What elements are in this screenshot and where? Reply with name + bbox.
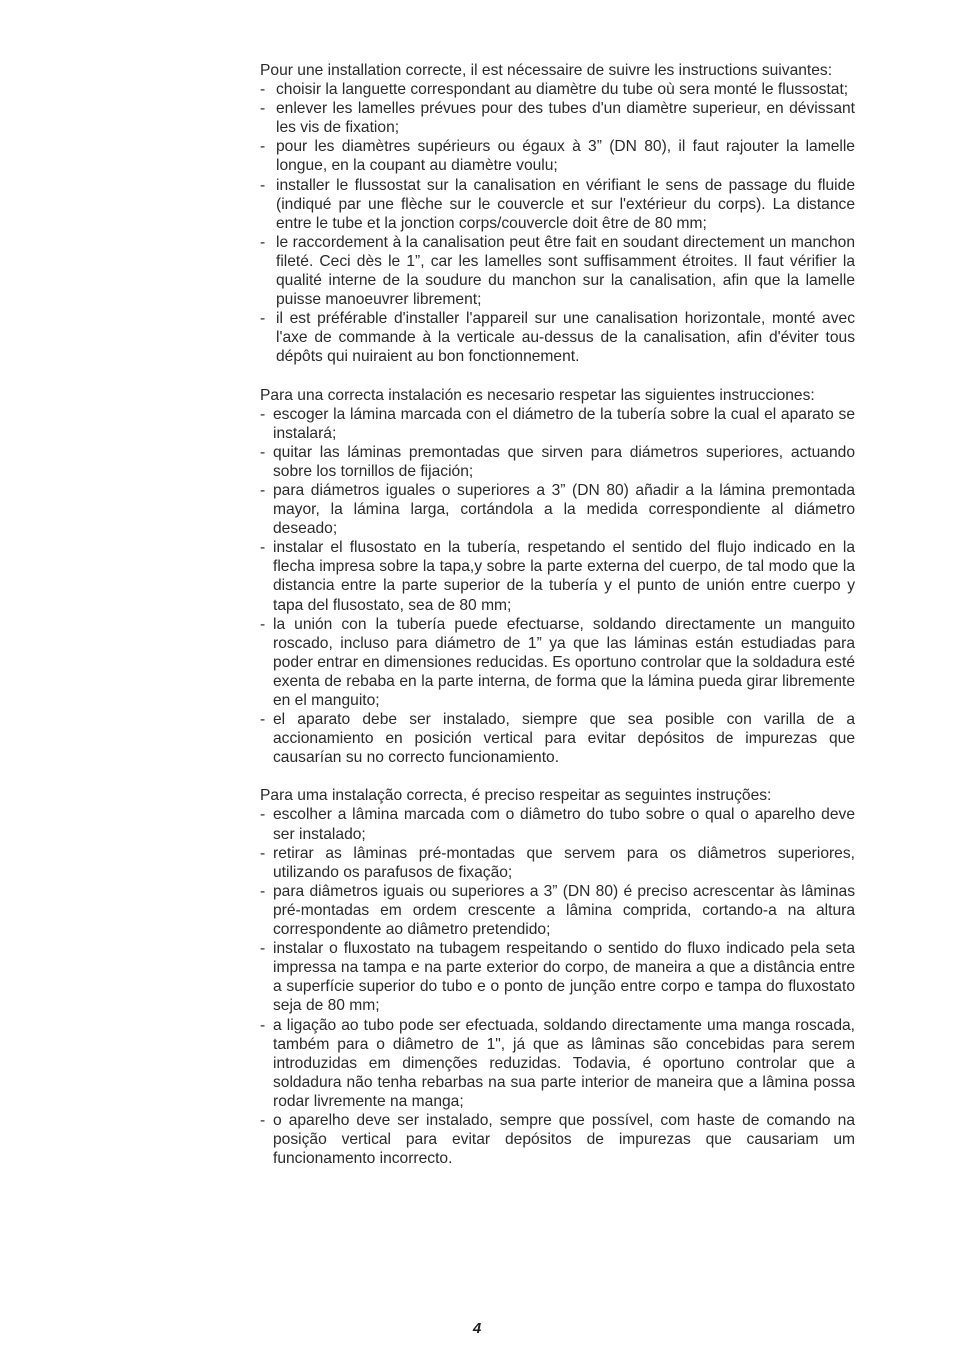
list-item: [260, 844, 855, 882]
section-portuguese: [260, 786, 855, 1168]
bullet-dash: -: [260, 233, 266, 251]
bullet-dash: -: [260, 443, 266, 461]
bullet-dash: -: [260, 711, 266, 729]
section-intro: Para una correcta instalación es necesario respetar las siguientes instrucciones:: [260, 386, 815, 404]
list-item-text: para diámetros iguales o superiores a 3” (DN 80) añadir a la lámina premontada mayor, la lámina larga, cortándola a la medida correspondiente al diámetro deseado;: [273, 481, 855, 538]
list-item-text: a ligação ao tubo pode ser efectuada, soldando directamente uma manga roscada, também para o diâmetro de 1", já que as lâminas são concebidas para serem introduzidas em dimenções reduzidas. Todavia, é oportuno controlar que a soldadura não tenha rebarbas na sua parte interior de maneira que a lâmina possa rodar livremente na manga;: [273, 1016, 855, 1110]
list-item-text: pour les diamètres supérieurs ou égaux à 3” (DN 80), il faut rajouter la lamelle longue, en la coupant au diamètre voulu;: [276, 138, 855, 175]
list-item: [260, 1111, 855, 1168]
list-item: [260, 805, 855, 843]
list-item: [260, 137, 855, 175]
list-item-text: instalar o fluxostato na tubagem respeitando o sentido do fluxo indicado pela seta impressa na tampa e na parte exterior do corpo, de maneira a que a distância entre a superfície superior do tubo e o ponto de junção entre corpo e tampa do fluxostato seja de 80 mm;: [273, 940, 855, 1015]
bullet-dash: -: [260, 1111, 266, 1129]
list-item: [260, 882, 855, 939]
list-item: [260, 309, 855, 366]
list-item: [260, 939, 855, 1015]
list-item-text: installer le flussostat sur la canalisation en vérifiant le sens de passage du fluide (indiqué par une flèche sur le couvercle et sur l'extérieur du corps). La distance entre le tube et la jonction corps/couvercle doit être de 80 mm;: [276, 176, 855, 232]
section-intro: Para uma instalação correcta, é preciso respeitar as seguintes instruções:: [260, 787, 772, 805]
bullet-dash: -: [260, 882, 266, 900]
bullet-dash: -: [260, 1016, 266, 1034]
list-item: [260, 615, 855, 710]
list-item-text: la unión con la tubería puede efectuarse, soldando directamente un manguito roscado, incluso para diámetro de 1” ya que las láminas están estudiadas para poder entrar en dimensiones reducidas. Es oportuno controlar que la soldadura esté exenta de rebaba en la parte interna, de forma que la lámina pueda girar libremente en el manguito;: [273, 615, 855, 709]
bullet-dash: -: [260, 310, 266, 328]
list-item-text: quitar las láminas premontadas que sirven para diámetros superiores, actuando sobre los tornillos de fijación;: [273, 443, 855, 480]
bullet-dash: -: [260, 481, 266, 499]
list-item-text: el aparato debe ser instalado, siempre que sea posible con varilla de a accionamiento en posición vertical para evitar depósitos de impurezas que causarían su no correcto funcionamiento.: [273, 711, 855, 767]
list-item-text: escolher a lâmina marcada com o diâmetro do tubo sobre o qual o aparelho deve ser instalado;: [273, 806, 855, 843]
list-item: [260, 481, 855, 538]
list-item: [260, 99, 855, 137]
list-item: [260, 80, 855, 99]
list-item: [260, 538, 855, 614]
list-item-text: retirar as lâminas pré-montadas que servem para os diâmetros superiores, utilizando os parafusos de fixação;: [273, 844, 855, 881]
section-french: [260, 61, 855, 367]
list-item-text: le raccordement à la canalisation peut être fait en soudant directement un manchon fileté. Ceci dès le 1”, car les lamelles sont suffisamment étroites. Il faut vérifier la qualité interne de la soudure du manchon sur la canalisation, afin que la lamelle puisse manoeuvrer librement;: [276, 233, 855, 309]
page-number: 4: [472, 1320, 482, 1337]
document-body: [260, 61, 855, 1168]
list-item-text: il est préférable d'installer l'appareil sur une canalisation horizontale, monté avec l'axe de commande à la verticale au-dessus de la canalisation, afin d'éviter tous dépôts qui nuiraient au bon fonctionnement.: [276, 310, 855, 366]
list-item: [260, 405, 855, 443]
list-item: [260, 710, 855, 767]
bullet-dash: -: [260, 539, 266, 557]
bullet-dash: -: [260, 176, 266, 194]
list-item: [260, 233, 855, 309]
list-item-text: para diâmetros iguais ou superiores a 3” (DN 80) é preciso acrescentar às lâminas pré-montadas em ordem crescente a lâmina comprida, cortando-a na altura correspondente ao diâmetro pretendido;: [273, 882, 855, 939]
bullet-dash: -: [260, 806, 266, 824]
list-item-text: instalar el flusostato en la tubería, respetando el sentido del flujo indicado en la flecha impresa sobre la tapa,y sobre la parte externa del cuerpo, de tal modo que la distancia entre la parte superior de la tubería y el punto de unión entre cuerpo y tapa del flusostato, sea de 80 mm;: [273, 539, 855, 614]
list-item-text: enlever les lamelles prévues pour des tubes d'un diamètre superieur, en dévissant les vis de fixation;: [276, 100, 855, 137]
bullet-dash: -: [260, 615, 266, 633]
list-item-text: o aparelho deve ser instalado, sempre que possível, com haste de comando na posição vertical para evitar depósitos de impurezas que causariam um funcionamento incorrecto.: [273, 1111, 855, 1168]
bullet-dash: -: [260, 100, 266, 118]
section-spanish: [260, 386, 855, 768]
bullet-dash: -: [260, 844, 266, 862]
list-item-text: choisir la languette correspondant au diamètre du tube où sera monté le flussostat;: [276, 81, 849, 99]
section-intro: Pour une installation correcte, il est nécessaire de suivre les instructions suivantes:: [260, 62, 833, 79]
bullet-dash: -: [260, 138, 266, 156]
list-item-text: escoger la lámina marcada con el diámetro de la tubería sobre la cual el aparato se instalará;: [273, 405, 855, 442]
bullet-dash: -: [260, 405, 266, 423]
bullet-dash: -: [260, 81, 266, 99]
list-item: [260, 1016, 855, 1111]
list-item: [260, 176, 855, 233]
list-item: [260, 443, 855, 481]
bullet-dash: -: [260, 940, 266, 958]
